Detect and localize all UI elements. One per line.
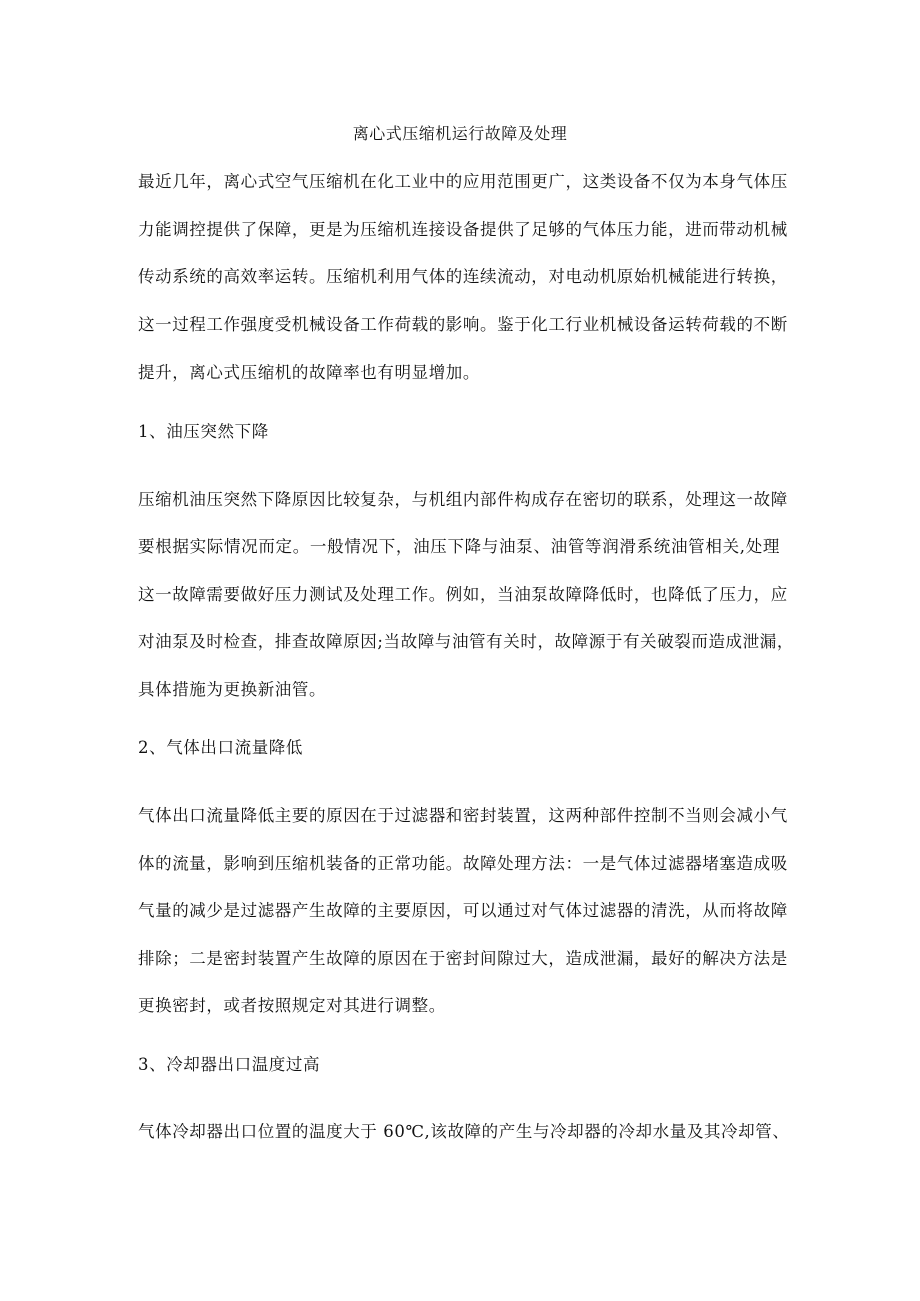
section-line: 更换密封，或者按照规定对其进行调整。	[138, 996, 446, 1015]
intro-line: 传动系统的高效率运转。压缩机利用气体的连续流动，对电动机原始机械能进行转换，	[138, 267, 788, 286]
section-heading: 2、气体出口流量降低	[138, 738, 303, 757]
document-title: 离心式压缩机运行故障及处理	[352, 124, 568, 143]
section-line: 气体冷却器出口位置的温度大于 60℃,该故障的产生与冷却器的冷却水量及其冷却管、	[138, 1122, 790, 1141]
section-line: 排除；二是密封装置产生故障的原因在于密封间隙过大，造成泄漏，最好的解决方法是	[138, 949, 788, 968]
intro-line: 提升，离心式压缩机的故障率也有明显增加。	[138, 363, 480, 382]
intro-line: 最近几年，离心式空气压缩机在化工业中的应用范围更广，这类设备不仅为本身气体压	[138, 172, 788, 191]
section-line: 气量的减少是过滤器产生故障的主要原因，可以通过对气体过滤器的清洗，从而将故障	[138, 901, 788, 920]
section-line: 气体出口流量降低主要的原因在于过滤器和密封装置，这两种部件控制不当则会减小气	[138, 806, 788, 825]
section-heading: 1、油压突然下降	[138, 422, 269, 441]
section-line: 要根据实际情况而定。一般情况下，油压下降与油泵、油管等润滑系统油管相关,处理	[138, 537, 780, 556]
section-line: 这一故障需要做好压力测试及处理工作。例如，当油泵故障降低时，也降低了压力，应	[138, 585, 788, 604]
intro-line: 力能调控提供了保障，更是为压缩机连接设备提供了足够的气体压力能，进而带动机械	[138, 220, 788, 239]
section-heading: 3、冷却器出口温度过高	[138, 1055, 321, 1074]
section-line: 体的流量，影响到压缩机装备的正常功能。故障处理方法：一是气体过滤器堵塞造成吸	[138, 854, 788, 873]
section-line: 对油泵及时检查，排查故障原因;当故障与油管有关时，故障源于有关破裂而造成泄漏，	[138, 632, 794, 651]
section-line: 具体措施为更换新油管。	[138, 680, 327, 699]
intro-line: 这一过程工作强度受机械设备工作荷载的影响。鉴于化工行业机械设备运转荷载的不断	[138, 315, 788, 334]
section-line: 压缩机油压突然下降原因比较复杂，与机组内部件构成存在密切的联系，处理这一故障	[138, 490, 788, 509]
